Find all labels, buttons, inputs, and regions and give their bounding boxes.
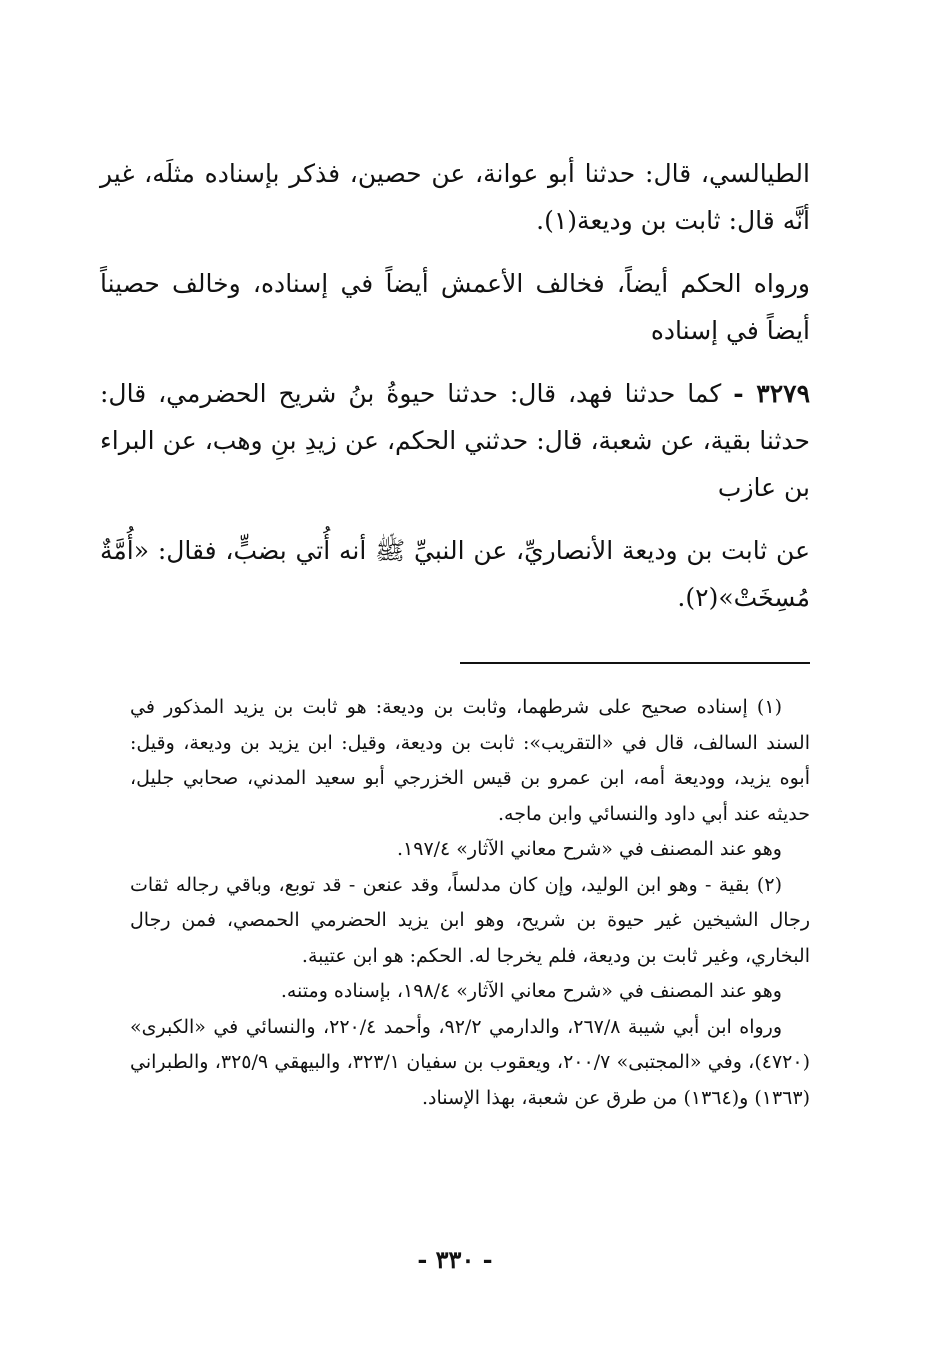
hadith-number: ٣٢٧٩ -	[733, 379, 810, 408]
footnote-1: (١) إسناده صحيح على شرطهما، وثابت بن وديعة: هو ثابت بن يزيد المذكور في السند السالف، قال في «التقريب»: ثابت بن وديعة، وقيل: ابن يزيد بن وديعة، وقيل: أبوه يزيد، ووديعة أمه، ابن عمرو بن قيس الخزرجي أبو سعيد المدني، صحابي جليل، حديثه عند أبي داود والنسائي وابن ماجه.	[130, 696, 810, 825]
main-text	[100, 150, 810, 637]
footnote-2-reference: وهو عند المصنف في «شرح معاني الآثار» ١٩٨/٤، بإسناده ومتنه.	[280, 980, 782, 1002]
footnote-2: (٢) بقية - وهو ابن الوليد، وإن كان مدلساً، وقد عنعن - قد توبع، وباقي رجاله ثقات رجال الشيخين غير حيوة بن شريح، وهو ابن يزيد الحضرمي الحمصي، فمن رجال البخاري، وغير ثابت بن وديعة، فلم يخرجا له. الحكم: هو ابن عتيبة.	[130, 873, 810, 967]
paragraph-1: الطيالسي، قال: حدثنا أبو عوانة، عن حصين، فذكر بإسناده مثلَه، غير أنَّه قال: ثابت بن وديعة(١).	[100, 159, 810, 235]
footnotes	[130, 690, 810, 1116]
page-number: - ٣٣٠ -	[417, 1245, 493, 1274]
footnote-2-sources: ورواه ابن أبي شيبة ٢٦٧/٨، والدارمي ٩٢/٢، وأحمد ٢٢٠/٤، والنسائي في «الكبرى» (٤٧٢٠)، وفي «المجتبى» ٢٠٠/٧، ويعقوب بن سفيان ٣٢٣/١، والبيهقي ٣٢٥/٩، والطبراني (١٣٦٣) و(١٣٦٤) من طرق عن شعبة، بهذا الإسناد.	[130, 1015, 810, 1109]
footnote-1-reference: وهو عند المصنف في «شرح معاني الآثار» ١٩٧/٤.	[396, 838, 782, 860]
paragraph-3	[100, 370, 810, 511]
paragraph-2: ورواه الحكم أيضاً، فخالف الأعمش أيضاً في إسناده، وخالف حصيناً أيضاً في إسناده	[100, 269, 810, 345]
paragraph-3-text: كما حدثنا فهد، قال: حدثنا حيوةُ بنُ شريح الحضرمي، قال: حدثنا بقية، عن شعبة، قال: حدثني الحكم، عن زيدِ بنِ وهب، عن البراء بن عازب	[100, 379, 810, 502]
footnote-divider	[460, 662, 810, 664]
paragraph-4: عن ثابت بن وديعة الأنصاريِّ، عن النبيِّ ﷺ أنه أُتي بضبٍّ، فقال: «أُمَّةٌ مُسِخَتْ»(٢).	[100, 536, 810, 612]
